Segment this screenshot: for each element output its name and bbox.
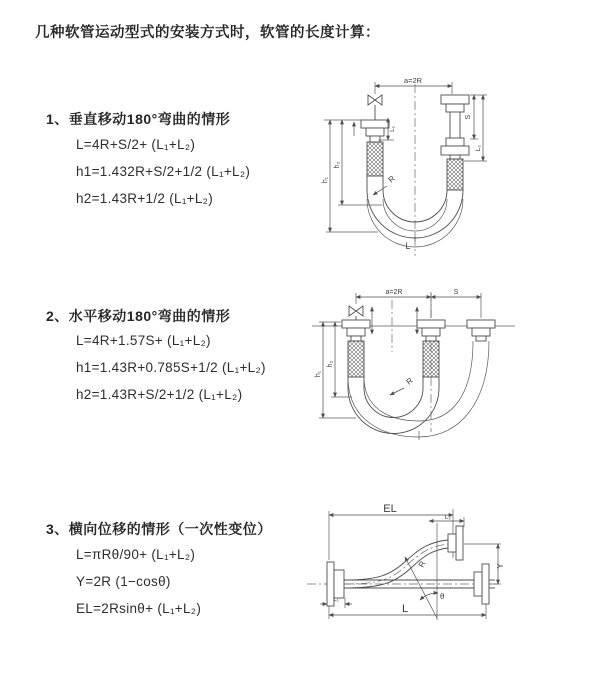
right-braided-hose: [447, 159, 463, 190]
dim-label-s: S: [453, 289, 459, 296]
middle-flange: [417, 320, 445, 341]
dim-label-l2: L₂: [475, 144, 482, 152]
diagram-lateral-displacement: [302, 500, 592, 650]
section2-formula-h2: h2=1.43R+S/2+1/2 (L₁+L₂): [76, 387, 243, 402]
page-title: 几种软管运动型式的安装方式时，软管的长度计算：: [35, 25, 380, 41]
section2-formula-h1: h1=1.43R+0.785S+1/2 (L₁+L₂): [76, 360, 266, 375]
dim-label-r: R: [386, 173, 397, 185]
dim-label-el: EL: [383, 503, 397, 515]
right-flange: [467, 320, 495, 341]
left-braided-hose: [367, 142, 383, 176]
diagram-vertical-180-bend: [298, 72, 548, 264]
dim-label-l: L: [405, 241, 411, 251]
upper-flange: [448, 526, 463, 560]
dim-label-a2r: a=2R: [403, 76, 423, 85]
dim-label-h1: h₁: [322, 176, 329, 184]
dim-label-l2: L₂: [444, 514, 452, 521]
section3-formula-l: L=πRθ/90+ (L₁+L₂): [76, 547, 196, 562]
right-flange-lower: [441, 138, 469, 159]
section1-heading: 1、垂直移动180°弯曲的情形: [46, 111, 231, 127]
valve-icon: [349, 306, 363, 320]
dim-label-l: L: [401, 603, 409, 615]
dim-label-h2: h₂: [334, 161, 341, 169]
left-braided-hose: [348, 341, 364, 377]
hose-lower-wall: [344, 548, 448, 588]
hose-displaced-outer: [348, 341, 489, 437]
section1-formula-l: L=4R+S/2+ (L₁+L₂): [76, 137, 196, 152]
dim-label-r: R: [404, 375, 415, 387]
theta-arc: [420, 593, 438, 600]
dim-label-l1: L₁: [333, 596, 339, 603]
dim-label-a2r: a=2R: [385, 289, 403, 296]
left-flange: [361, 120, 389, 142]
section2-heading: 2、水平移动180°弯曲的情形: [46, 308, 231, 324]
middle-braided-hose: [423, 341, 439, 377]
section3-formula-y: Y=2R (1−cosθ): [76, 574, 171, 589]
hose-displaced-inner: [364, 341, 473, 421]
section3-formula-el: EL=2Rsinθ+ (L₁+L₂): [76, 601, 202, 616]
dim-label-s: S: [465, 114, 472, 120]
dim-label-y: Y: [496, 563, 505, 569]
dim-label-h1: h₁: [315, 370, 322, 378]
section3-heading: 3、横向位移的情形（一次性变位）: [46, 521, 272, 537]
diagram-horizontal-180-bend: [310, 282, 565, 460]
dim-label-r: R: [416, 559, 428, 569]
section2-formula-l: L=4R+1.57S+ (L₁+L₂): [76, 333, 211, 348]
valve-icon: [368, 95, 382, 120]
section1-formula-h1: h1=1.432R+S/2+1/2 (L₁+L₂): [76, 164, 251, 179]
hose-outer: [348, 377, 439, 434]
hose-centerline: [344, 544, 448, 584]
dim-label-l1: L₁: [389, 126, 396, 132]
section1-formula-h2: h2=1.43R+1/2 (L₁+L₂): [76, 191, 214, 206]
left-flange: [342, 320, 370, 341]
dim-label-theta: θ: [440, 592, 445, 601]
dim-label-h2: h₂: [327, 360, 334, 368]
